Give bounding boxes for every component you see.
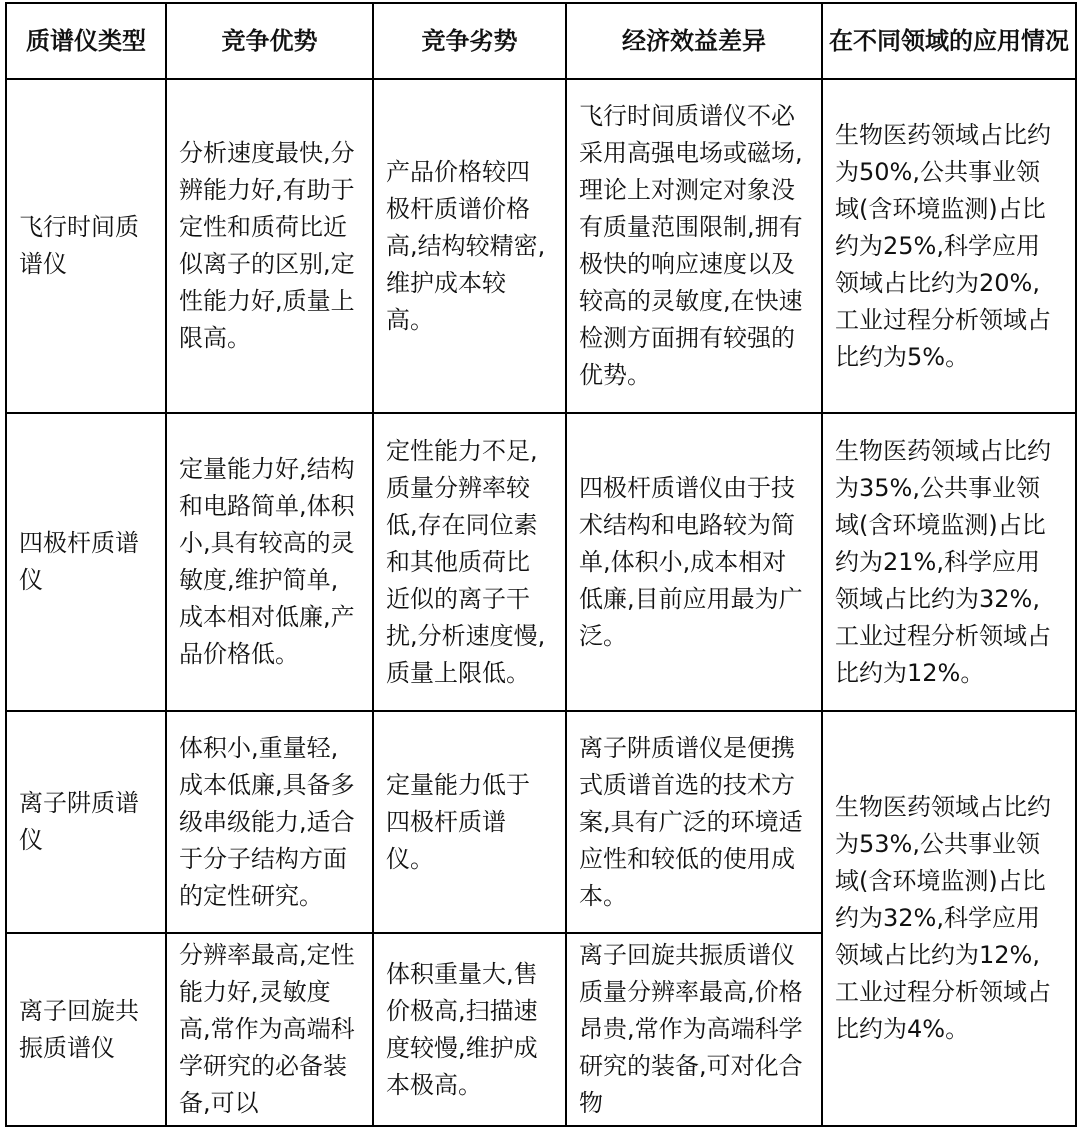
- economic-cell: 飞行时间质谱仪不必采用高强电场或磁场,理论上对测定对象没有质量范围限制,拥有极快的响应速度以及较高的灵敏度,在快速检测方面拥有较强的优势。: [566, 79, 822, 413]
- disadvantage-cell: 产品价格较四极杆质谱价格高,结构较精密,维护成本较高。: [373, 79, 566, 413]
- advantage-cell: 定量能力好,结构和电路简单,体积小,具有较高的灵敏度,维护简单,成本相对低廉,产品价格低。: [166, 413, 373, 711]
- application-cell: 生物医药领域占比约为53%,公共事业领域(含环境监测)占比约为32%,科学应用领域占比约为12%,工业过程分析领域占比约为4%。: [822, 711, 1076, 1126]
- header-row: [6, 3, 1076, 79]
- economic-cell: 四极杆质谱仪由于技术结构和电路较为简单,体积小,成本相对低廉,目前应用最为广泛。: [566, 413, 822, 711]
- mass-spectrometer-comparison-table: [5, 2, 1077, 1127]
- type-cell: 离子阱质谱仪: [6, 711, 166, 933]
- header-application: 在不同领域的应用情况: [822, 3, 1076, 79]
- economic-cell: 离子阱质谱仪是便携式质谱首选的技术方案,具有广泛的环境适应性和较低的使用成本。: [566, 711, 822, 933]
- table-row: [6, 413, 1076, 711]
- header-type: 质谱仪类型: [6, 3, 166, 79]
- disadvantage-cell: 体积重量大,售价极高,扫描速度较慢,维护成本极高。: [373, 933, 566, 1126]
- header-disadvantage: 竞争劣势: [373, 3, 566, 79]
- table-row: [6, 711, 1076, 933]
- header-economic: 经济效益差异: [566, 3, 822, 79]
- table-row: [6, 79, 1076, 413]
- header-advantage: 竞争优势: [166, 3, 373, 79]
- advantage-cell: 分析速度最快,分辨能力好,有助于定性和质荷比近似离子的区别,定性能力好,质量上限高。: [166, 79, 373, 413]
- advantage-cell: 分辨率最高,定性能力好,灵敏度高,常作为高端科学研究的必备装备,可以: [166, 933, 373, 1126]
- application-cell: 生物医药领域占比约为50%,公共事业领域(含环境监测)占比约为25%,科学应用领域占比约为20%,工业过程分析领域占比约为5%。: [822, 79, 1076, 413]
- application-cell: 生物医药领域占比约为35%,公共事业领域(含环境监测)占比约为21%,科学应用领域占比约为32%,工业过程分析领域占比约为12%。: [822, 413, 1076, 711]
- type-cell: 飞行时间质谱仪: [6, 79, 166, 413]
- economic-cell: 离子回旋共振质谱仪质量分辨率最高,价格昂贵,常作为高端科学研究的装备,可对化合物: [566, 933, 822, 1126]
- type-cell: 四极杆质谱仪: [6, 413, 166, 711]
- disadvantage-cell: 定量能力低于四极杆质谱仪。: [373, 711, 566, 933]
- disadvantage-cell: 定性能力不足,质量分辨率较低,存在同位素和其他质荷比近似的离子干扰,分析速度慢,质量上限低。: [373, 413, 566, 711]
- type-cell: 离子回旋共振质谱仪: [6, 933, 166, 1126]
- advantage-cell: 体积小,重量轻,成本低廉,具备多级串级能力,适合于分子结构方面的定性研究。: [166, 711, 373, 933]
